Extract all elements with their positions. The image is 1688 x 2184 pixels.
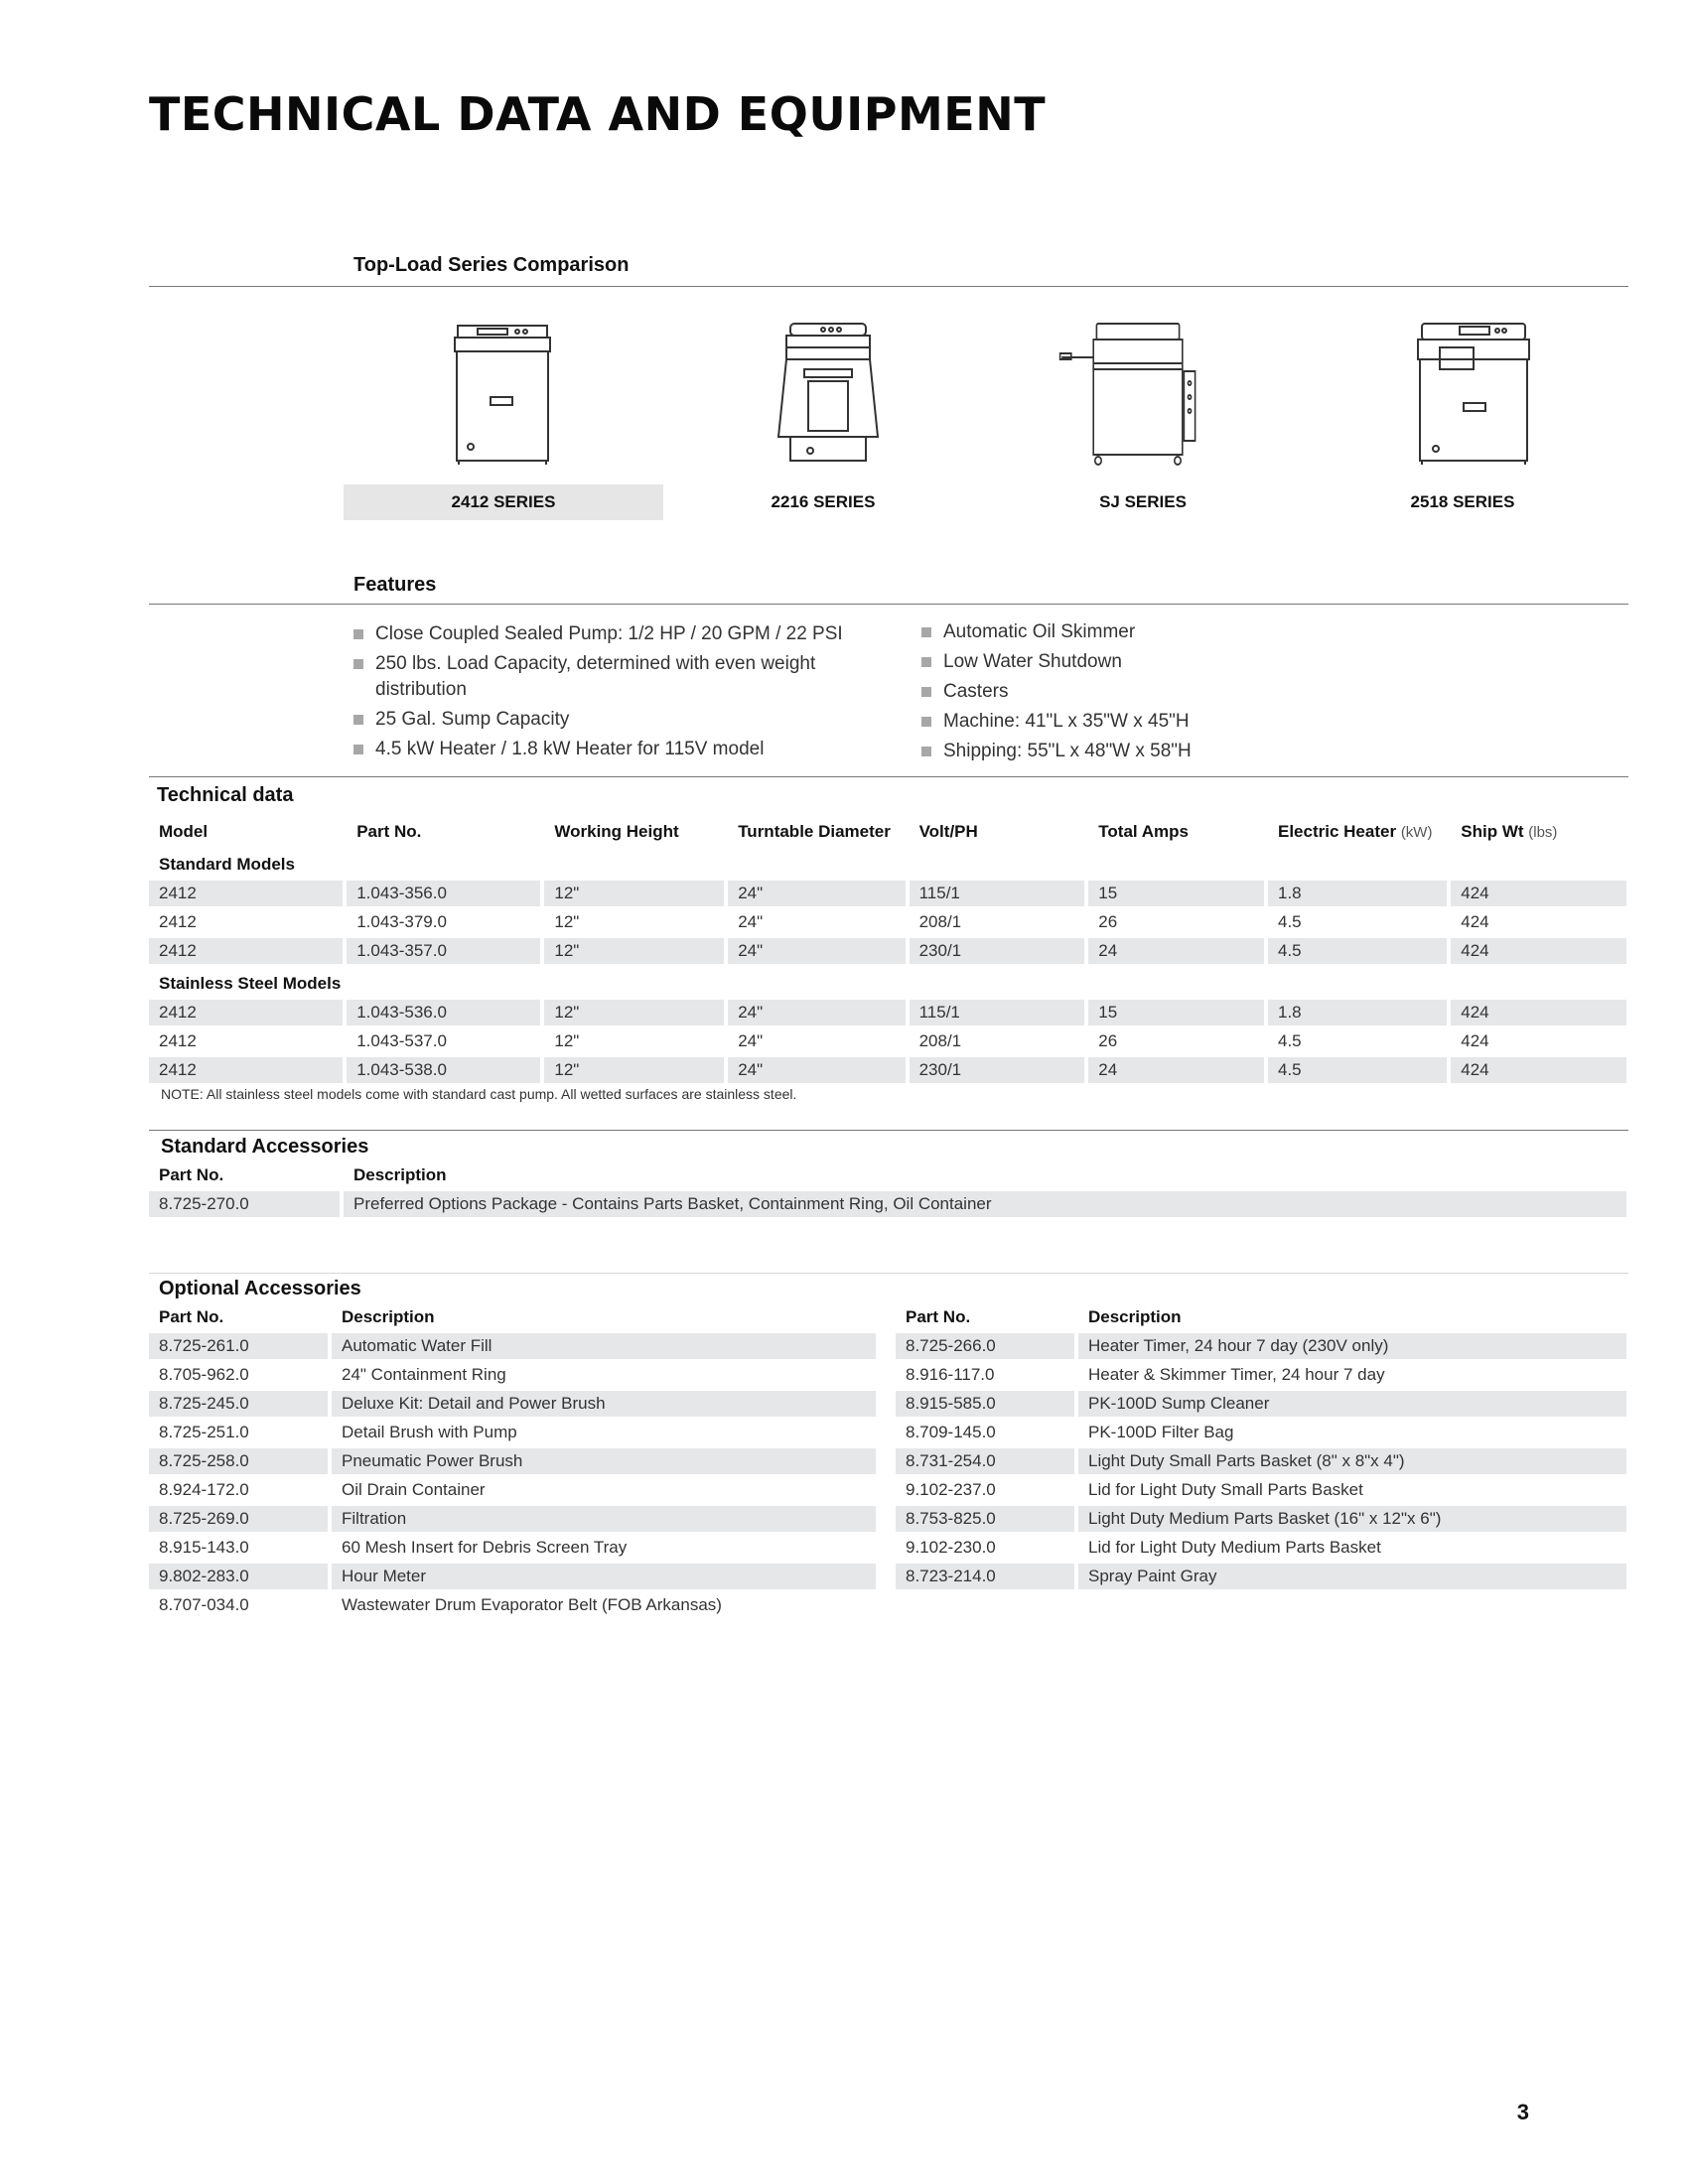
table-row: 8.707-034.0 Wastewater Drum Evaporator Belt (FOB Arkansas) <box>159 1595 722 1614</box>
feature-item: Automatic Oil Skimmer <box>921 619 1477 645</box>
bullet-icon <box>921 747 931 756</box>
feature-item: Close Coupled Sealed Pump: 1/2 HP / 20 GPM / 22 PSI <box>353 621 890 647</box>
table-header-row <box>149 1304 876 1330</box>
col-header-ship-wt: Ship Wt (lbs) <box>1461 822 1558 841</box>
table-row: 2412 1.043-357.0 12" 24" 230/1 24 4.5 424 <box>149 938 1626 964</box>
feature-item: 25 Gal. Sump Capacity <box>353 707 890 733</box>
table-row: 8.725-270.0 Preferred Options Package - Contains Parts Basket, Containment Ring, Oil Container <box>149 1191 1626 1217</box>
table-header-row <box>896 1304 1626 1330</box>
machine-2216-illustration <box>749 320 908 467</box>
feature-item: Casters <box>921 679 1477 705</box>
bullet-icon <box>921 657 931 667</box>
col-header-description: Description <box>342 1307 435 1326</box>
features-heading: Features <box>353 574 437 596</box>
col-header-volt-ph: Volt/PH <box>918 822 978 841</box>
standard-accessories-table <box>145 1160 1630 1220</box>
bullet-icon <box>353 715 363 725</box>
optional-accessories-table-left <box>145 1301 880 1621</box>
feature-item: 4.5 kW Heater / 1.8 kW Heater for 115V model <box>353 737 890 762</box>
table-row: 8.723-214.0 Spray Paint Gray <box>896 1564 1626 1589</box>
col-header-description: Description <box>353 1165 447 1184</box>
features-divider <box>149 604 1628 605</box>
group-label-stainless: Stainless Steel Models <box>159 974 342 993</box>
optional-accessories-heading: Optional Accessories <box>159 1278 361 1299</box>
table-row: 8.916-117.0 Heater & Skimmer Timer, 24 hour 7 day <box>906 1365 1385 1384</box>
comparison-divider <box>149 286 1628 287</box>
table-row: 8.725-269.0 Filtration <box>149 1506 876 1532</box>
col-header-part-no: Part No. <box>906 1307 971 1326</box>
col-header-part-no: Part No. <box>356 822 422 841</box>
feature-item: Shipping: 55"L x 48"W x 58"H <box>921 739 1477 764</box>
table-row: 8.915-585.0 PK-100D Sump Cleaner <box>896 1391 1626 1417</box>
col-header-total-amps: Total Amps <box>1098 822 1189 841</box>
col-header-working-height: Working Height <box>554 822 679 841</box>
machine-2412-illustration <box>423 320 582 467</box>
col-header-part-no: Part No. <box>159 1307 224 1326</box>
bullet-icon <box>921 687 931 697</box>
group-label-standard: Standard Models <box>159 855 295 874</box>
col-header-model: Model <box>159 822 209 841</box>
series-tab-sj[interactable]: SJ SERIES <box>1099 492 1187 511</box>
bullet-icon <box>921 627 931 637</box>
optional-accessories-divider <box>149 1273 1628 1274</box>
table-row: 8.725-258.0 Pneumatic Power Brush <box>149 1448 876 1474</box>
heater-unit: (kW) <box>1400 824 1433 841</box>
table-row: 8.709-145.0 PK-100D Filter Bag <box>906 1423 1234 1441</box>
table-row: 8.725-251.0 Detail Brush with Pump <box>159 1423 517 1441</box>
col-header-turntable-diameter: Turntable Diameter <box>738 822 891 841</box>
technical-note: NOTE: All stainless steel models come with standard cast pump. All wetted surfaces are stainless steel. <box>161 1086 797 1102</box>
bullet-icon <box>921 717 931 727</box>
table-row: 2412 1.043-379.0 12" 24" 208/1 26 4.5 424 <box>159 912 1489 931</box>
features-list-right <box>921 619 1477 768</box>
table-row: 8.705-962.0 24" Containment Ring <box>159 1365 506 1384</box>
group-header-row <box>149 848 1626 878</box>
feature-item: Low Water Shutdown <box>921 649 1477 675</box>
table-row: 8.924-172.0 Oil Drain Container <box>159 1480 486 1499</box>
machine-2518-illustration <box>1394 320 1553 467</box>
table-header-row <box>149 819 1626 845</box>
table-row: 9.802-283.0 Hour Meter <box>149 1564 876 1589</box>
table-row: 2412 1.043-536.0 12" 24" 115/1 15 1.8 424 <box>149 1000 1626 1025</box>
page-number: 3 <box>1516 2100 1529 2124</box>
page-title: TECHNICAL DATA AND EQUIPMENT <box>149 87 1047 141</box>
table-row: 2412 1.043-356.0 12" 24" 115/1 15 1.8 424 <box>149 881 1626 906</box>
standard-accessories-divider <box>149 1130 1628 1131</box>
table-row: 8.725-266.0 Heater Timer, 24 hour 7 day (230V only) <box>896 1333 1626 1359</box>
group-header-row <box>149 967 1626 997</box>
table-row: 9.102-230.0 Lid for Light Duty Medium Parts Basket <box>906 1538 1381 1557</box>
table-row: 8.725-261.0 Automatic Water Fill <box>149 1333 876 1359</box>
table-row: 8.753-825.0 Light Duty Medium Parts Basket (16" x 12"x 6") <box>896 1506 1626 1532</box>
standard-accessories-heading: Standard Accessories <box>161 1136 369 1158</box>
table-row: 2412 1.043-538.0 12" 24" 230/1 24 4.5 424 <box>149 1057 1626 1083</box>
bullet-icon <box>353 629 363 639</box>
machine-sj-illustration <box>1058 320 1217 467</box>
technical-data-heading: Technical data <box>157 784 294 806</box>
bullet-icon <box>353 659 363 669</box>
table-row: 8.731-254.0 Light Duty Small Parts Basket (8" x 8"x 4") <box>896 1448 1626 1474</box>
col-header-electric-heater: Electric Heater (kW) <box>1278 822 1433 841</box>
table-row: 9.102-237.0 Lid for Light Duty Small Parts Basket <box>906 1480 1363 1499</box>
table-row: 2412 1.043-537.0 12" 24" 208/1 26 4.5 424 <box>159 1031 1489 1050</box>
series-tab-2518[interactable]: 2518 SERIES <box>1410 492 1515 511</box>
bullet-icon <box>353 745 363 754</box>
series-tab-2412[interactable]: 2412 SERIES <box>344 484 663 520</box>
table-row: 8.915-143.0 60 Mesh Insert for Debris Screen Tray <box>159 1538 628 1557</box>
optional-accessories-table-right <box>892 1301 1630 1592</box>
features-list-left <box>353 621 890 766</box>
series-tab-2216[interactable]: 2216 SERIES <box>771 492 876 511</box>
table-row: 8.725-245.0 Deluxe Kit: Detail and Power Brush <box>149 1391 876 1417</box>
col-header-part-no: Part No. <box>159 1165 224 1184</box>
col-header-description: Description <box>1088 1307 1182 1326</box>
features-bottom-divider <box>149 776 1628 777</box>
table-header-row <box>149 1162 1626 1188</box>
comparison-heading: Top-Load Series Comparison <box>353 254 630 276</box>
feature-item: 250 lbs. Load Capacity, determined with even weight distribution <box>353 651 890 703</box>
feature-item: Machine: 41"L x 35"W x 45"H <box>921 709 1477 735</box>
technical-data-table <box>145 816 1630 1086</box>
weight-unit: (lbs) <box>1528 824 1558 841</box>
